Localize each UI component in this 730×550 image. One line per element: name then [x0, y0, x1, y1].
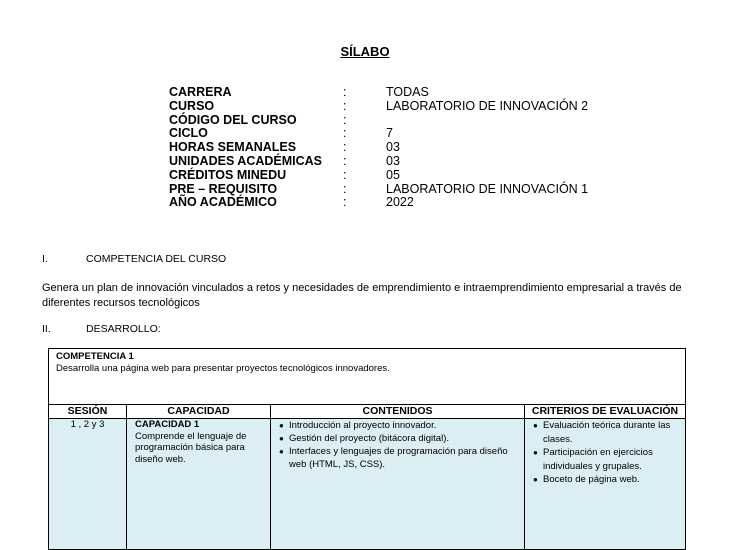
info-label: CICLO — [169, 126, 208, 141]
info-label: CÓDIGO DEL CURSO — [169, 112, 297, 127]
info-colon: : — [343, 181, 347, 196]
info-colon: : — [343, 195, 347, 210]
section-title: COMPETENCIA DEL CURSO — [86, 253, 227, 265]
header-contents: CONTENIDOS — [271, 405, 525, 419]
list-item: ● Participación en ejercicios individuales y grupales. — [543, 446, 681, 473]
info-colon: : — [343, 112, 347, 127]
header-session: SESIÓN — [49, 405, 127, 419]
competencia-description: Desarrolla una página web para presentar proyectos tecnológicos innovadores. — [56, 363, 390, 374]
capacity-title: CAPACIDAD 1 — [135, 419, 200, 430]
info-label: AÑO ACADÉMICO — [169, 195, 277, 210]
info-value: 7 — [386, 126, 393, 141]
list-item: ● Evaluación teórica durante las clases. — [543, 419, 681, 446]
contents-list — [273, 419, 520, 471]
info-colon: : — [343, 126, 347, 141]
criteria-list — [527, 419, 681, 487]
competencia-row — [49, 349, 686, 405]
list-item: ● Interfaces y lenguajes de programación para diseño web (HTML, JS, CSS). — [289, 445, 520, 471]
info-colon: : — [343, 140, 347, 155]
list-item: ● Gestión del proyecto (bitácora digital). — [289, 432, 520, 445]
table-row — [49, 419, 686, 550]
info-label: CRÉDITOS MINEDU — [169, 167, 287, 182]
info-label: CARRERA — [169, 85, 232, 99]
info-value: 03 — [386, 140, 400, 155]
section-title: DESARROLLO: — [86, 323, 161, 335]
capacity-cell — [127, 419, 271, 550]
info-value: LABORATORIO DE INNOVACIÓN 2 — [386, 98, 589, 113]
info-label: PRE – REQUISITO — [169, 181, 278, 196]
header-capacity: CAPACIDAD — [127, 405, 271, 419]
info-label: HORAS SEMANALES — [169, 140, 297, 155]
contents-cell — [271, 419, 525, 550]
criteria-cell — [525, 419, 686, 550]
info-value: LABORATORIO DE INNOVACIÓN 1 — [386, 181, 589, 196]
list-item: ● Boceto de página web. — [543, 473, 681, 487]
info-value: 2022 — [386, 195, 414, 210]
competencia-cell — [49, 349, 686, 405]
list-item: ● Introducción al proyecto innovador. — [289, 419, 520, 432]
info-label: UNIDADES ACADÉMICAS — [169, 153, 323, 168]
section-number: I. — [42, 253, 48, 265]
info-colon: : — [343, 167, 347, 182]
syllabus-table — [48, 348, 686, 550]
document-title: SÍLABO — [340, 44, 390, 59]
info-colon: : — [343, 85, 347, 99]
competencia-text: Genera un plan de innovación vinculados a retos y necesidades de emprendimiento e intraemprendimiento empresarial a través de diferentes recursos tecnológicos — [42, 282, 682, 309]
info-colon: : — [343, 98, 347, 113]
info-value: 05 — [386, 167, 400, 182]
session-cell: 1 , 2 y 3 — [49, 419, 127, 550]
header-criteria: CRITERIOS DE EVALUACIÓN — [525, 405, 686, 419]
section-number: II. — [42, 323, 51, 335]
header-row — [49, 405, 686, 419]
capacity-description: Comprende el lenguaje de programación básica para diseño web. — [135, 430, 247, 465]
info-value: TODAS — [386, 85, 429, 99]
competencia-title: COMPETENCIA 1 — [56, 351, 134, 362]
info-value: 03 — [386, 153, 400, 168]
info-label: CURSO — [169, 98, 215, 113]
info-colon: : — [343, 153, 347, 168]
